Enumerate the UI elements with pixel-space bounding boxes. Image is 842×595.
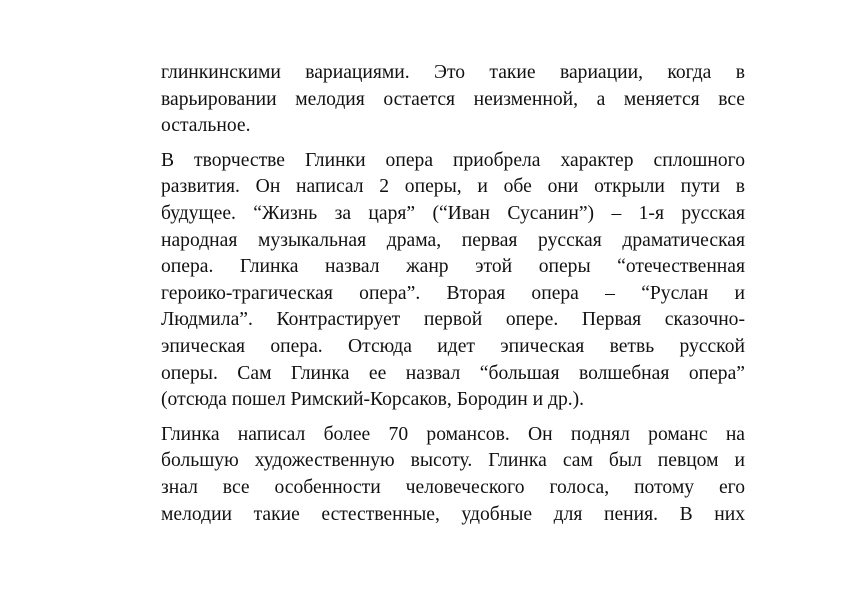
text-line: народная музыкальная драма, первая русская драматическая [161,229,745,251]
text-line: большую художественную высоту. Глинка сам был певцом и [161,450,745,472]
text-line: эпическая опера. Отсюда идет эпическая ветвь русской [161,335,745,357]
text-line: остальное. [161,115,251,137]
text-line: варьировании мелодия остается неизменной, а меняется все [161,88,745,110]
text-line: оперы. Сам Глинка ее назвал “большая волшебная опера” [161,362,745,384]
text-line: В творчестве Глинки опера приобрела характер сплошного [161,149,745,171]
text-line: знал все особенности человеческого голоса, потому его [161,476,745,498]
text-line: Глинка написал более 70 романсов. Он поднял романс на [161,423,745,445]
text-line: мелодии такие естественные, удобные для пения. В них [161,503,745,525]
text-line: героико-трагическая опера”. Вторая опера – “Руслан и [161,282,745,304]
document-body [161,60,745,528]
text-line: Людмила”. Контрастирует первой опере. Первая сказочно- [161,309,745,331]
paragraph-3 [161,422,745,528]
text-line: опера. Глинка назвал жанр этой оперы “отечественная [161,256,745,278]
text-line: (отсюда пошел Римский-Корсаков, Бородин и др.). [161,389,585,411]
text-line: глинкинскими вариациями. Это такие вариации, когда в [161,62,745,83]
text-line: развития. Он написал 2 оперы, и обе они открыли пути в [161,176,745,198]
paragraph-2 [161,148,745,414]
text-line: будущее. “Жизнь за царя” (“Иван Сусанин”) – 1-я русская [161,202,745,224]
paragraph-1 [161,60,745,140]
